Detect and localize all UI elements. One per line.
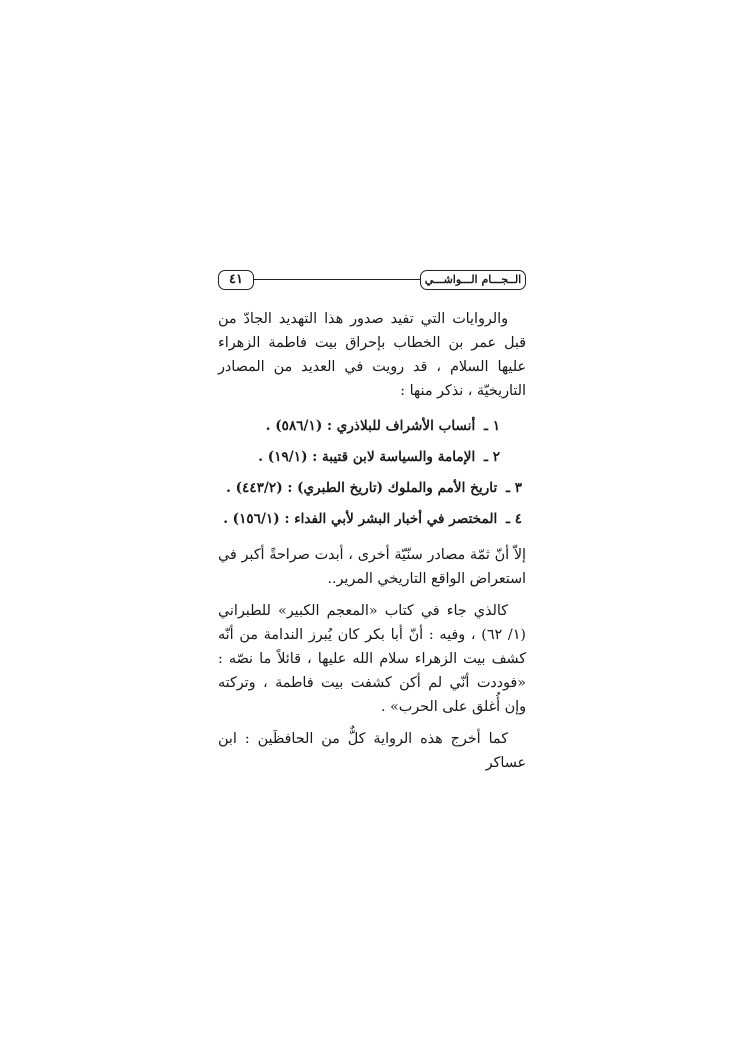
running-title: الــجـــام الـــواشـــي: [420, 270, 526, 290]
paragraph-tabarani: كالذي جاء في كتاب «المعجم الكبير» للطبراني (١/ ٦٢) ، وفيه : أنّ أبا بكر كان يُبرز الندامة من أنّه كشف بيت الزهراء سلام الله عليها ، قائلاً ما نصّه : «فوددت أنّي لم أكن كشفت بيت فاطمة ، وتركته وإن أُغلق على الحرب» .: [218, 603, 526, 715]
paragraph-hafizain: كما أخرج هذه الرواية كلٌّ من الحافظَين : ابن عساكر: [218, 731, 526, 771]
source-text: المختصر في أخبار البشر لأبي الفداء : (١٥٦/١) .: [223, 511, 498, 527]
source-item: [218, 504, 526, 535]
source-text: الإمامة والسياسة لابن قتيبة : (١٩/١) .: [258, 449, 476, 465]
source-item: [218, 411, 526, 442]
paragraph-gap: [218, 591, 526, 599]
sources-list: [218, 411, 526, 535]
page-body: [218, 307, 526, 775]
source-number: ٢ ـ: [483, 449, 500, 465]
header-rule: [254, 279, 420, 280]
source-number: ٤ ـ: [505, 511, 522, 527]
source-number: ١ ـ: [483, 418, 500, 434]
paragraph-intro: والروايات التي تفيد صدور هذا التهديد الجادّ من قبل عمر بن الخطاب بإحراق بيت فاطمة الزهراء عليها السلام ، قد رويت في العديد من المصادر التاريخيّة ، نذكر منها :: [218, 311, 526, 399]
paragraph-gap: [218, 719, 526, 727]
source-text: أنساب الأشراف للبلاذري : (٥٨٦/١) .: [265, 418, 476, 434]
source-text: تاريخ الأمم والملوك (تاريخ الطبري) : (٤٤٣/٢) .: [226, 480, 498, 496]
page-number: ٤١: [218, 270, 254, 290]
source-item: [218, 442, 526, 473]
source-item: [218, 473, 526, 504]
paragraph-other-sources: إلاّ أنّ ثمّة مصادر سنّيّة أخرى ، أبدت صراحةً أكبر في استعراض الواقع التاريخي المرير..: [218, 547, 526, 587]
running-header: [218, 270, 526, 292]
source-number: ٣ ـ: [505, 480, 522, 496]
